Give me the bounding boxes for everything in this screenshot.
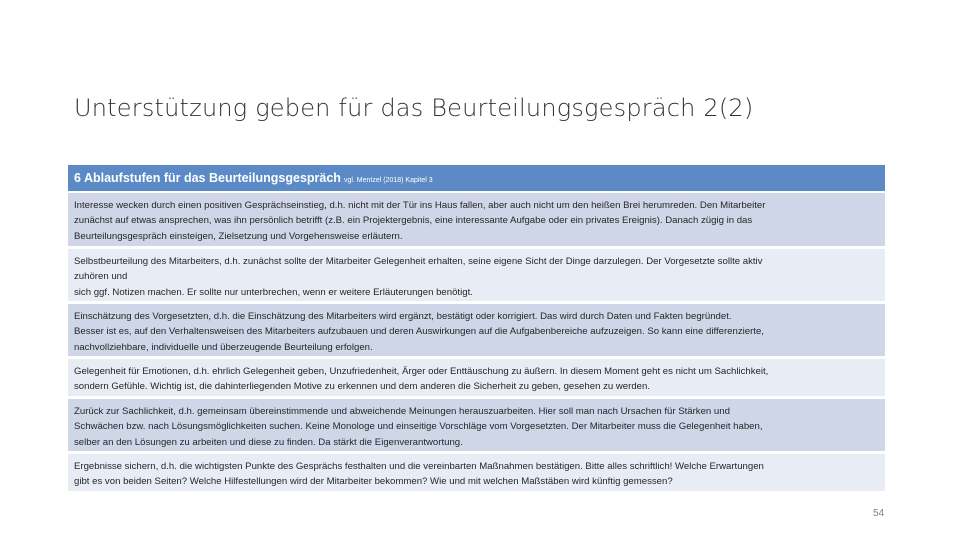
row-line: Beurteilungsgespräch einsteigen, Zielsetzung und Vorgehensweise erläutern. [74,230,403,242]
table-row [68,193,885,249]
row-line: nachvollziehbare, individuelle und überzeugende Beurteilung erfolgen. [74,341,373,353]
row-line: zunächst auf etwas ansprechen, was ihn persönlich betrifft (z.B. ein Projektergebnis, eine interessante Aufgabe oder ein privates Ereignis). Danach zügig in das [74,215,753,227]
page-number: 54 [873,508,885,519]
row-line: Einschätzung des Vorgesetzten, d.h. die Einschätzung des Mitarbeiters wird ergänzt, bestätigt oder korrigiert. Das wird durch Daten und Fakten begründet. [74,311,732,322]
table-row [68,249,885,304]
row-line: sich ggf. Notizen machen. Er sollte nur unterbrechen, wenn er weitere Erläuterungen benötigt. [74,286,473,298]
table-row [68,359,885,399]
row-line: Zurück zur Sachlichkeit, d.h. gemeinsam übereinstimmende und abweichende Meinungen herauszuarbeiten. Hier soll man nach Ursachen für Stärken und [74,406,730,417]
row-line: Gelegenheit für Emotionen, d.h. ehrlich Gelegenheit geben, Unzufriedenheit, Ärger oder Enttäuschung zu äußern. In diesem Moment geht es nicht um Sachlichkeit, [74,366,769,377]
table-header [68,165,885,193]
row-line: gibt es von beiden Seiten? Welche Hilfestellungen wird der Mitarbeiter bekommen? Wie und mit welchen Maßstäben wird künftig gemessen? [74,476,673,488]
slide-title: Unterstützung geben für das Beurteilungsgespräch 2(2) [74,94,754,122]
row-line: selber an den Lösungen zu arbeiten und diese zu finden. Da stärkt die Eigenverantwortung. [74,436,463,448]
table-header-reference: vgl. Mentzel (2018) Kapitel 3 [343,177,433,184]
row-line: Besser ist es, auf den Verhaltensweisen des Mitarbeiters aufzubauen und deren Auswirkungen auf die Aufgabenbereiche aufzuzeigen. So kann eine differenzierte, [74,326,764,338]
row-line: zuhören und [74,271,128,283]
process-table [68,165,885,494]
table-row [68,454,885,494]
row-line: sondern Gefühle. Wichtig ist, die dahinterliegenden Motive zu erkennen und dem anderen die Sicherheit zu geben, gesehen zu werden. [74,381,650,393]
table-header-label: 6 Ablaufstufen für das Beurteilungsgespräch [74,171,341,185]
row-line: Schwächen bzw. nach Lösungsmöglichkeiten suchen. Keine Monologe und einseitige Vorschläge vom Vorgesetzten. Der Mitarbeiter muss die Gelegenheit haben, [74,421,763,433]
row-line: Interesse wecken durch einen positiven Gesprächseinstieg, d.h. nicht mit der Tür ins Haus fallen, aber auch nicht um den heißen Brei herumreden. Den Mitarbeiter [74,200,766,211]
row-line: Ergebnisse sichern, d.h. die wichtigsten Punkte des Gesprächs festhalten und die vereinbarten Maßnahmen bestätigen. Bitte alles schriftlich! Welche Erwartungen [74,461,764,472]
row-line: Selbstbeurteilung des Mitarbeiters, d.h. zunächst sollte der Mitarbeiter Gelegenheit erhalten, seine eigene Sicht der Dinge darzulegen. Der Vorgesetzte sollte aktiv [74,256,763,267]
table-row [68,399,885,454]
table-row [68,304,885,359]
